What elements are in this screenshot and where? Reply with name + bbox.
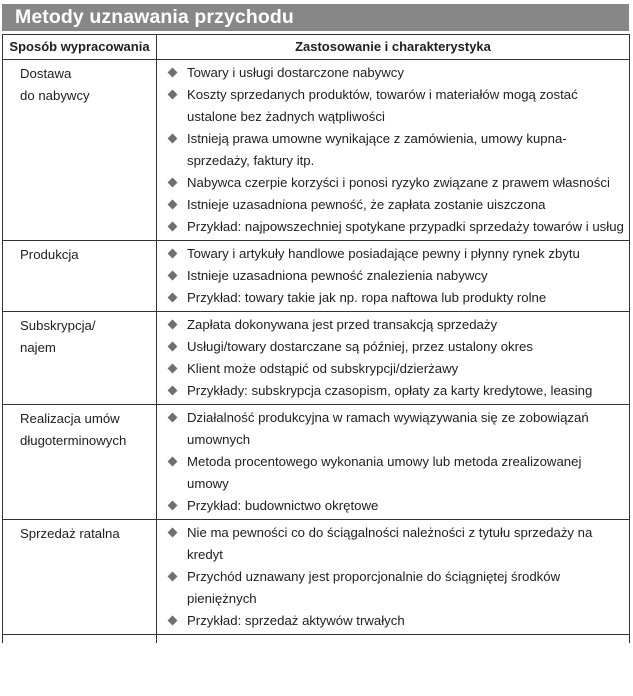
- diamond-bullet-icon: [168, 616, 178, 626]
- bullet-list: [169, 407, 629, 517]
- empty-cell: [157, 635, 630, 644]
- table-title: Metody uznawania przychodu: [2, 4, 629, 31]
- header-row: [3, 35, 630, 60]
- list-item: [169, 610, 629, 632]
- method-label-line: do nabywcy: [20, 88, 90, 103]
- column-header-description: Zastosowanie i charakterystyka: [157, 35, 630, 60]
- list-item-text: Koszty sprzedanych produktów, towarów i materiałów mogą zostać ustalone bez żadnych wątpliwości: [187, 87, 578, 124]
- list-item: [169, 380, 629, 402]
- list-item-text: Klient może odstąpić od subskrypcji/dzierżawy: [187, 361, 459, 376]
- list-item-text: Przykład: towary takie jak np. ropa naftowa lub produkty rolne: [187, 290, 547, 305]
- list-item-text: Przykład: sprzedaż aktywów trwałych: [187, 613, 405, 628]
- method-label-line: Sprzedaż ratalna: [20, 526, 120, 541]
- list-item: [169, 314, 629, 336]
- method-label-line: Realizacja umów: [20, 411, 120, 426]
- table-row-continuation: [3, 635, 630, 644]
- list-item-text: Metoda procentowego wykonania umowy lub metoda zrealizowanej umowy: [187, 454, 582, 491]
- diamond-bullet-icon: [168, 271, 178, 281]
- list-item-text: Towary i artykuły handlowe posiadające pewny i płynny rynek zbytu: [187, 246, 580, 261]
- list-item-text: Towary i usługi dostarczone nabywcy: [187, 65, 404, 80]
- list-item: [169, 265, 629, 287]
- list-item: [169, 566, 629, 610]
- list-item-text: Przykłady: subskrypcja czasopism, opłaty za karty kredytowe, leasing: [187, 383, 593, 398]
- method-label-line: Dostawa: [20, 66, 72, 81]
- table-row: [3, 312, 630, 405]
- diamond-bullet-icon: [168, 68, 178, 78]
- diamond-bullet-icon: [168, 386, 178, 396]
- description-cell: [157, 241, 630, 312]
- method-label-line: długoterminowych: [20, 433, 127, 448]
- list-item-text: Istnieje uzasadniona pewność znalezienia nabywcy: [187, 268, 488, 283]
- list-item: [169, 407, 629, 451]
- list-item: [169, 336, 629, 358]
- revenue-methods-table: [2, 34, 630, 643]
- diamond-bullet-icon: [168, 342, 178, 352]
- list-item-text: Istnieją prawa umowne wynikające z zamówienia, umowy kupna-sprzedaży, faktury itp.: [187, 131, 567, 168]
- method-cell: [3, 520, 157, 635]
- list-item-text: Przykład: budownictwo okrętowe: [187, 498, 379, 513]
- bullet-list: [169, 314, 629, 402]
- method-cell: [3, 405, 157, 520]
- list-item-text: Istnieje uzasadniona pewność, że zapłata zostanie uiszczona: [187, 197, 546, 212]
- description-cell: [157, 312, 630, 405]
- list-item-text: Zapłata dokonywana jest przed transakcją sprzedaży: [187, 317, 498, 332]
- diamond-bullet-icon: [168, 249, 178, 259]
- bullet-list: [169, 522, 629, 632]
- method-label-line: Subskrypcja/: [20, 318, 96, 333]
- list-item: [169, 358, 629, 380]
- diamond-bullet-icon: [168, 200, 178, 210]
- list-item: [169, 62, 629, 84]
- method-label-line: Produkcja: [20, 247, 79, 262]
- list-item: [169, 128, 629, 172]
- description-cell: [157, 405, 630, 520]
- method-cell: [3, 312, 157, 405]
- empty-cell: [3, 635, 157, 644]
- table-row: [3, 405, 630, 520]
- method-cell: [3, 60, 157, 241]
- list-item: [169, 495, 629, 517]
- list-item: [169, 216, 629, 238]
- table-row: [3, 60, 630, 241]
- list-item: [169, 243, 629, 265]
- diamond-bullet-icon: [168, 501, 178, 511]
- diamond-bullet-icon: [168, 457, 178, 467]
- diamond-bullet-icon: [168, 178, 178, 188]
- list-item: [169, 287, 629, 309]
- description-cell: [157, 60, 630, 241]
- table-row: [3, 241, 630, 312]
- bullet-list: [169, 243, 629, 309]
- list-item-text: Nie ma pewności co do ściągalności należności z tytułu sprzedaży na kredyt: [187, 525, 593, 562]
- list-item-text: Przychód uznawany jest proporcjonalnie do ściągniętej środków pieniężnych: [187, 569, 561, 606]
- diamond-bullet-icon: [168, 90, 178, 100]
- table-body: [3, 60, 630, 644]
- list-item-text: Działalność produkcyjna w ramach wywiązywania się ze zobowiązań umownych: [187, 410, 589, 447]
- diamond-bullet-icon: [168, 528, 178, 538]
- list-item: [169, 172, 629, 194]
- column-header-method: Sposób wypracowania: [3, 35, 157, 60]
- list-item-text: Przykład: najpowszechniej spotykane przypadki sprzedaży towarów i usług: [187, 219, 624, 234]
- method-label-line: najem: [20, 340, 56, 355]
- method-cell: [3, 241, 157, 312]
- list-item-text: Usługi/towary dostarczane są później, przez ustalony okres: [187, 339, 533, 354]
- diamond-bullet-icon: [168, 572, 178, 582]
- list-item: [169, 522, 629, 566]
- table-row: [3, 520, 630, 635]
- list-item-text: Nabywca czerpie korzyści i ponosi ryzyko związane z prawem własności: [187, 175, 610, 190]
- diamond-bullet-icon: [168, 134, 178, 144]
- diamond-bullet-icon: [168, 293, 178, 303]
- list-item: [169, 84, 629, 128]
- description-cell: [157, 520, 630, 635]
- diamond-bullet-icon: [168, 222, 178, 232]
- diamond-bullet-icon: [168, 320, 178, 330]
- diamond-bullet-icon: [168, 364, 178, 374]
- bullet-list: [169, 62, 629, 238]
- list-item: [169, 451, 629, 495]
- diamond-bullet-icon: [168, 413, 178, 423]
- list-item: [169, 194, 629, 216]
